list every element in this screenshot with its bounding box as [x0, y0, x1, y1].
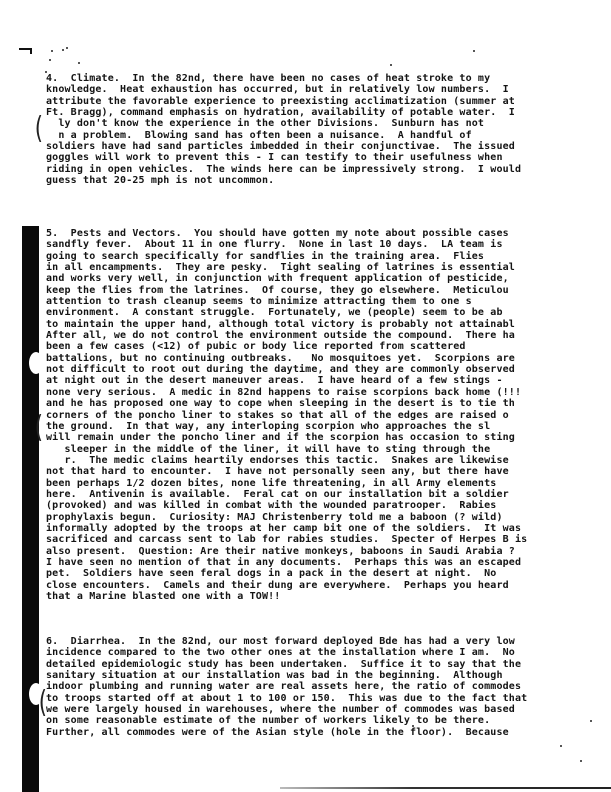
text-line: been perhaps 1/2 dozen bites, none life threatening, in all Army elements	[46, 477, 497, 489]
text-line: and works very well, in conjunction with frequent application of pesticide,	[46, 273, 509, 285]
text-line: on some reasonable estimate of the number of workers likely to be there.	[46, 715, 491, 727]
text-line: 6. Diarrhea. In the 82nd, our most forward deployed Bde has had a very low	[46, 636, 515, 647]
text-line: detailed epidemiologic study has been undertaken. Suffice it to say that the	[46, 658, 522, 670]
paragraph-4-climate	[46, 73, 606, 186]
margin-paren-mark: (	[34, 410, 43, 445]
scan-speck	[580, 760, 582, 762]
text-line: (provoked) and was killed in combat with the wounded paratrooper. Rabies	[46, 500, 497, 512]
text-line: sacrificed and carcass sent to lab for rabies studies. Specter of Herpes B is	[46, 534, 528, 546]
text-line: not difficult to root out during the daytime, and they are commonly observed	[46, 364, 515, 376]
binding-edge-bar	[22, 226, 39, 792]
margin-paren-mark: (	[38, 685, 47, 720]
text-line: knowledge. Heat exhaustion has occurred, but in relatively low numbers. I	[46, 84, 509, 96]
text-line: ly don't know the experience in the other Divisions. Sunburn has not	[46, 118, 485, 130]
scan-speck	[62, 49, 64, 51]
text-line: will remain under the poncho liner and if the scorpion has occasion to sting	[46, 432, 515, 444]
text-line: not that hard to encounter. I have not personally seen any, but there have	[46, 466, 509, 478]
text-line: been a few cases (<12) of pubic or body lice reported from scattered	[46, 341, 466, 353]
text-line: 5. Pests and Vectors. You should have gotten my note about possible cases	[46, 228, 509, 239]
scan-speck	[66, 47, 68, 49]
text-line: we were largely housed in warehouses, where the number of commodes was based	[46, 704, 515, 716]
text-line: keep the flies from the latrines. Of course, they go elsewhere. Meticulou	[46, 284, 509, 296]
text-line: going to search specifically for sandflies in the training area. Flies	[46, 250, 485, 262]
text-line: soldiers have had sand particles imbedded in their conjunctivae. The issued	[46, 141, 515, 153]
text-line: to troops started off at about 1 to 100 or 150. This was due to the fact that	[46, 692, 528, 704]
text-line: here. Antivenin is available. Feral cat on our installation bit a soldier	[46, 488, 509, 500]
text-line: and he has proposed one way to cope when sleeping in the desert is to tie th	[46, 398, 515, 410]
text-line: sanitary situation at our installation was bad in the beginning. Although	[46, 670, 503, 682]
text-line: informally adopted by the troops at her camp bit one of the soldiers. It was	[46, 522, 522, 534]
text-line: I have seen no mention of that in any documents. Perhaps this was an escaped	[46, 556, 522, 568]
text-line: r. The medic claims heartily endorses this tactic. Snakes are likewise	[46, 454, 509, 466]
text-line: close encounters. Camels and their dung are everywhere. Perhaps you heard	[46, 579, 509, 591]
text-line: sandfly fever. About 11 in one flurry. None in last 10 days. LA team is	[46, 239, 503, 251]
text-line: n a problem. Blowing sand has often been a nuisance. A handful of	[46, 129, 472, 141]
scan-speck	[473, 50, 475, 52]
text-line: the ground. In that way, any interloping scorpion who approaches the sl	[46, 420, 491, 432]
scan-speck	[78, 62, 80, 64]
text-line: none very serious. A medic in 82nd happens to raise scorpions back home (!!!	[46, 386, 522, 398]
text-line: riding in open vehicles. The winds here can be impressively strong. I would	[46, 163, 522, 175]
scan-speck	[390, 64, 392, 66]
punch-hole-notch	[29, 352, 43, 374]
scan-bottom-streak	[280, 787, 611, 789]
text-line: Further, all commodes were of the Asian style (hole in the floor). Because	[46, 726, 509, 738]
text-line: guess that 20-25 mph is not uncommon.	[46, 175, 275, 187]
text-line: Ft. Bragg), command emphasis on hydration, availability of potable water. I	[46, 107, 515, 119]
scan-speck	[49, 59, 51, 61]
text-line: at night out in the desert maneuver areas. I have heard of a few stings -	[46, 375, 503, 387]
text-line: After all, we do not control the environment outside the compound. There ha	[46, 330, 515, 342]
paragraph-5-pests-and-vectors	[46, 228, 606, 602]
text-line: goggles will work to prevent this - I can testify to their usefulness when	[46, 152, 503, 164]
margin-paren-mark: (	[34, 111, 43, 146]
text-line: also present. Question: Are their native monkeys, baboons in Saudi Arabia ?	[46, 545, 515, 557]
text-line: attention to trash cleanup seems to minimize attracting them to one s	[46, 296, 472, 308]
text-line: 4. Climate. In the 82nd, there have been no cases of heat stroke to my	[46, 73, 491, 84]
text-line: sleeper in the middle of the liner, it will have to sting through the	[46, 443, 491, 455]
text-line: prophylaxis begun. Curiosity: MAJ Christenberry told me a baboon (? wild)	[46, 511, 503, 523]
text-line: corners of the poncho liner to stakes so that all of the edges are raised o	[46, 409, 509, 421]
text-line: to maintain the upper hand, although total victory is probably not attainabl	[46, 318, 515, 330]
text-line: incidence compared to the two other ones at the installation where I am. No	[46, 647, 515, 659]
text-line: environment. A constant struggle. Fortunately, we (people) seem to be ab	[46, 307, 503, 319]
scan-speck	[51, 50, 53, 52]
text-line: pet. Soldiers have seen feral dogs in a pack in the desert at night. No	[46, 568, 497, 580]
text-line: battalions, but no continuing outbreaks. No mosquitoes yet. Scorpions are	[46, 352, 515, 364]
paragraph-6-diarrhea	[46, 636, 606, 738]
text-line: in all encampments. They are pesky. Tight sealing of latrines is essential	[46, 262, 515, 274]
text-line: that a Marine blasted one with a TOW!!	[46, 591, 281, 602]
text-line: attribute the favorable experience to preexisting acclimatization (summer at	[46, 95, 515, 107]
scan-speck	[560, 745, 562, 747]
corner-registration-mark	[19, 48, 32, 54]
text-line: indoor plumbing and running water are real assets here, the ratio of commodes	[46, 681, 522, 693]
